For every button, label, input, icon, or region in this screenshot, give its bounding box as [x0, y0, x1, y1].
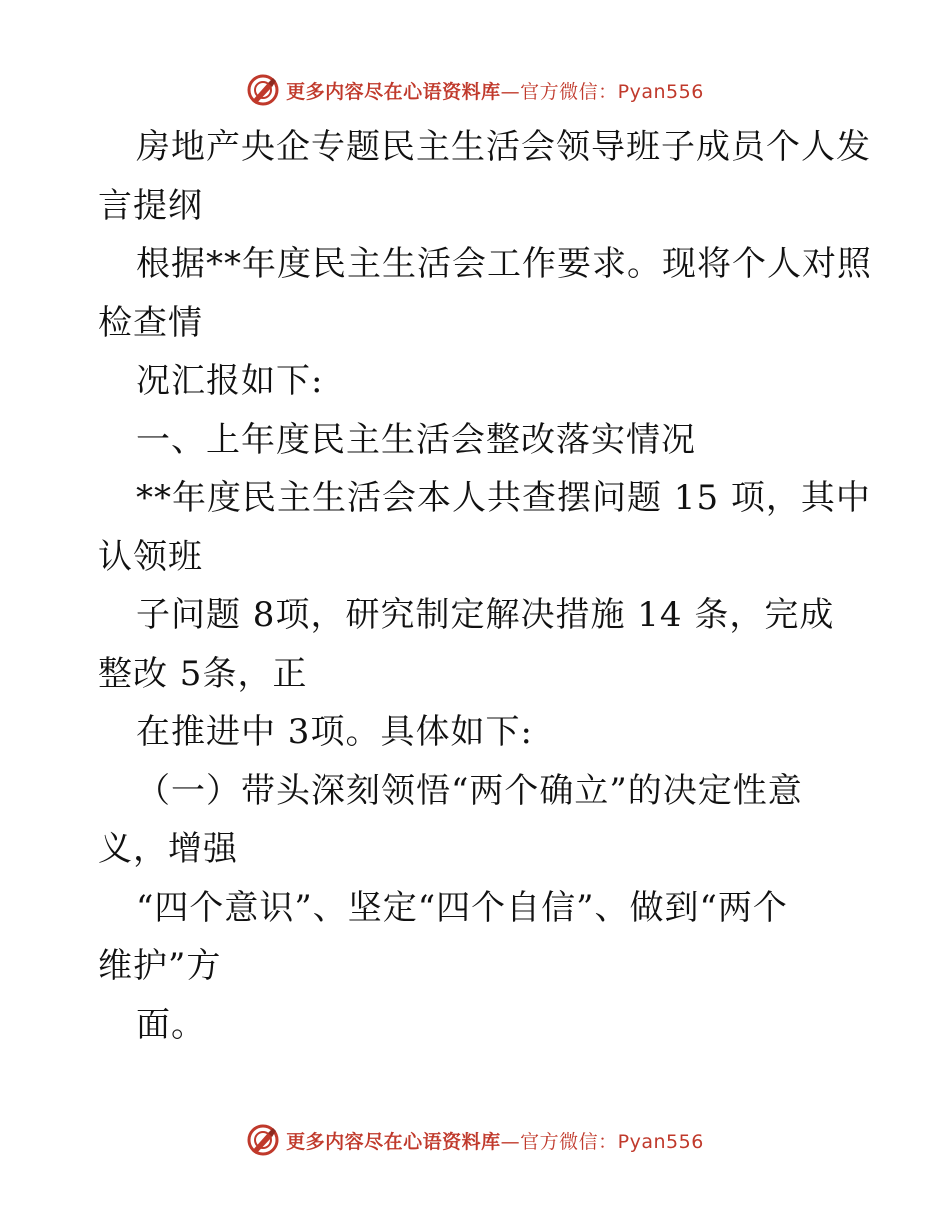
paragraph-line: 义，增强 — [98, 829, 238, 869]
watermark-separator: — — [500, 1130, 521, 1153]
watermark-text — [286, 77, 704, 104]
document-body — [98, 118, 872, 1054]
paragraph-line: 整改 5条，正 — [98, 653, 308, 694]
paragraph-line: 认领班 — [98, 536, 203, 577]
paragraph-line: **年度民主生活会本人共查摆问题 15 项，其中 — [136, 478, 871, 518]
paragraph-line: 在推进中 3项。具体如下: — [136, 712, 533, 752]
paragraph-line: 况汇报如下: — [136, 361, 324, 401]
footer-watermark — [0, 1120, 950, 1160]
section-heading: 一、上年度民主生活会整改落实情况 — [136, 419, 696, 460]
header-watermark — [0, 70, 950, 110]
pen-logo-icon — [246, 1123, 280, 1157]
doc-title-line-2: 言提纲 — [98, 185, 203, 226]
watermark-text — [286, 1127, 704, 1154]
paragraph-line: 维护”方 — [98, 946, 222, 986]
watermark-wechat: 官方微信：Pyan556 — [520, 80, 704, 103]
watermark-prefix: 更多内容尽在心语资料库 — [286, 1130, 501, 1153]
paragraph-line: 检查情 — [98, 302, 203, 343]
watermark-separator: — — [500, 80, 521, 103]
paragraph-line: 子问题 8项，研究制定解决措施 14 条，完成 — [136, 595, 835, 635]
watermark-wechat: 官方微信：Pyan556 — [520, 1130, 704, 1153]
paragraph-line: “四个意识”、坚定“四个自信”、做到“两个 — [136, 887, 788, 928]
watermark-prefix: 更多内容尽在心语资料库 — [286, 80, 501, 103]
paragraph-line: 根据**年度民主生活会工作要求。现将个人对照 — [136, 244, 872, 284]
subsection-heading: （一）带头深刻领悟“两个确立”的决定性意 — [136, 770, 803, 811]
doc-title-line-1: 房地产央企专题民主生活会领导班子成员个人发 — [136, 127, 871, 167]
paragraph-line: 面。 — [136, 1004, 206, 1045]
pen-logo-icon — [246, 73, 280, 107]
